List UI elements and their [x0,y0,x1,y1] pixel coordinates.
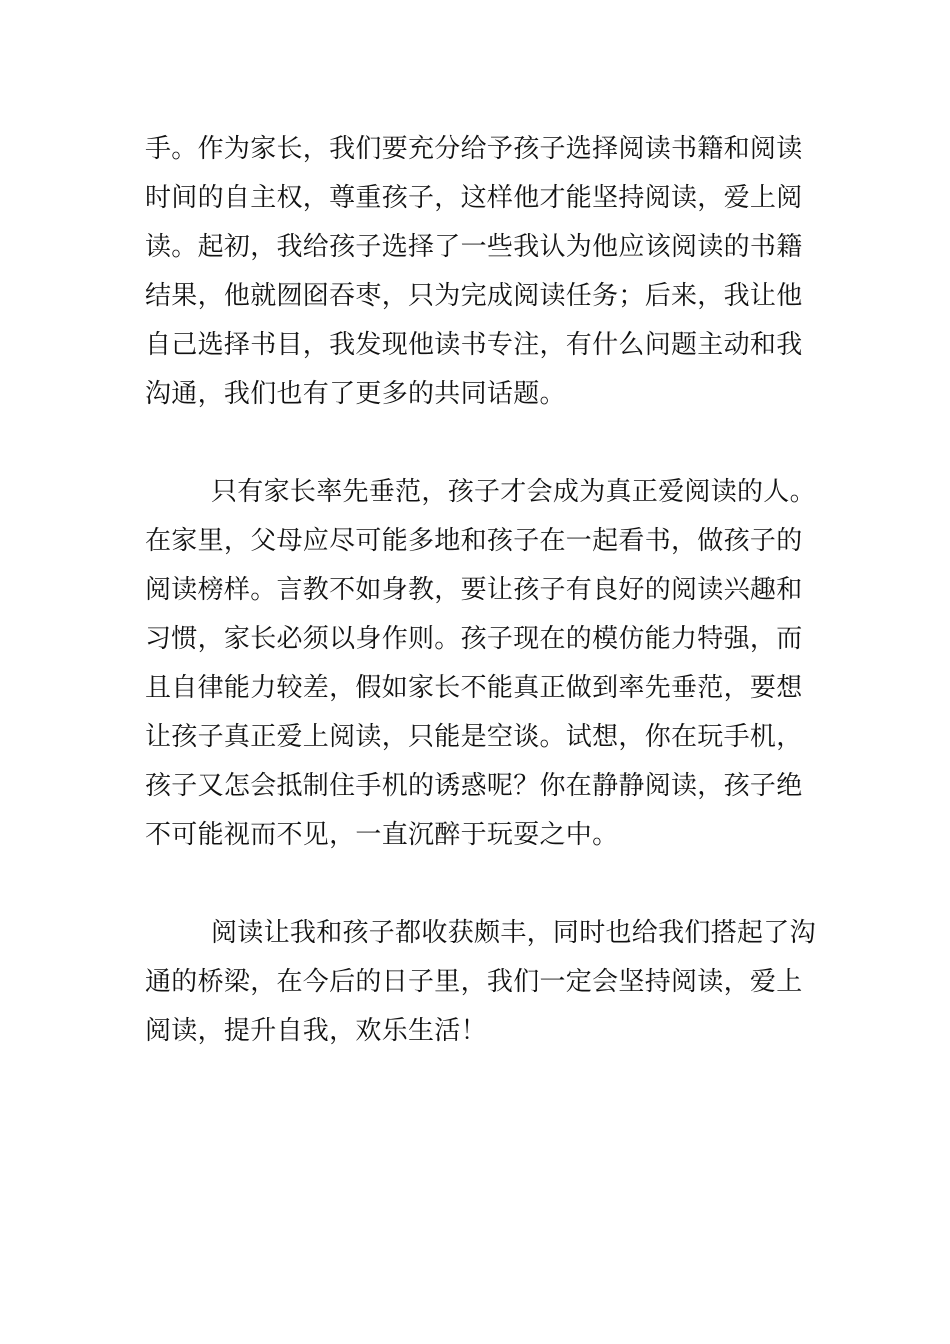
text-line: 且自律能力较差，假如家长不能真正做到率先垂范，要想 [145,673,803,703]
text-line: 习惯，家长必须以身作则。孩子现在的模仿能力特强，而 [145,624,803,654]
paragraph-spacer [145,419,810,468]
text-line: 不可能视而不见，一直沉醉于玩耍之中。 [145,820,619,850]
text-line: 阅读让我和孩子都收获颇丰，同时也给我们搭起了沟 [211,918,816,948]
text-line: 沟通，我们也有了更多的共同话题。 [145,379,566,409]
paragraph [145,125,810,419]
document-body [145,125,816,1056]
paragraph-spacer [145,860,810,909]
text-line: 只有家长率先垂范，孩子才会成为真正爱阅读的人。 [211,477,816,507]
text-line: 通的桥梁，在今后的日子里，我们一定会坚持阅读，爱上 [145,967,803,997]
text-line: 时间的自主权，尊重孩子，这样他才能坚持阅读，爱上阅 [145,183,803,213]
text-line: 阅读榜样。言教不如身教，要让孩子有良好的阅读兴趣和 [145,575,803,605]
paragraph [145,468,816,860]
text-line: 结果，他就囫囵吞枣，只为完成阅读任务；后来，我让他 [145,281,803,311]
text-line: 孩子又怎会抵制住手机的诱惑呢？你在静静阅读，孩子绝 [145,771,803,801]
text-line: 手。作为家长，我们要充分给予孩子选择阅读书籍和阅读 [145,134,803,164]
text-line: 让孩子真正爱上阅读，只能是空谈。试想，你在玩手机， [145,722,803,752]
text-line: 读。起初，我给孩子选择了一些我认为他应该阅读的书籍 [145,232,803,262]
text-line: 在家里，父母应尽可能多地和孩子在一起看书，做孩子的 [145,526,803,556]
text-line: 阅读，提升自我，欢乐生活！ [145,1016,487,1046]
paragraph [145,909,816,1056]
text-line: 自己选择书目，我发现他读书专注，有什么问题主动和我 [145,330,803,360]
